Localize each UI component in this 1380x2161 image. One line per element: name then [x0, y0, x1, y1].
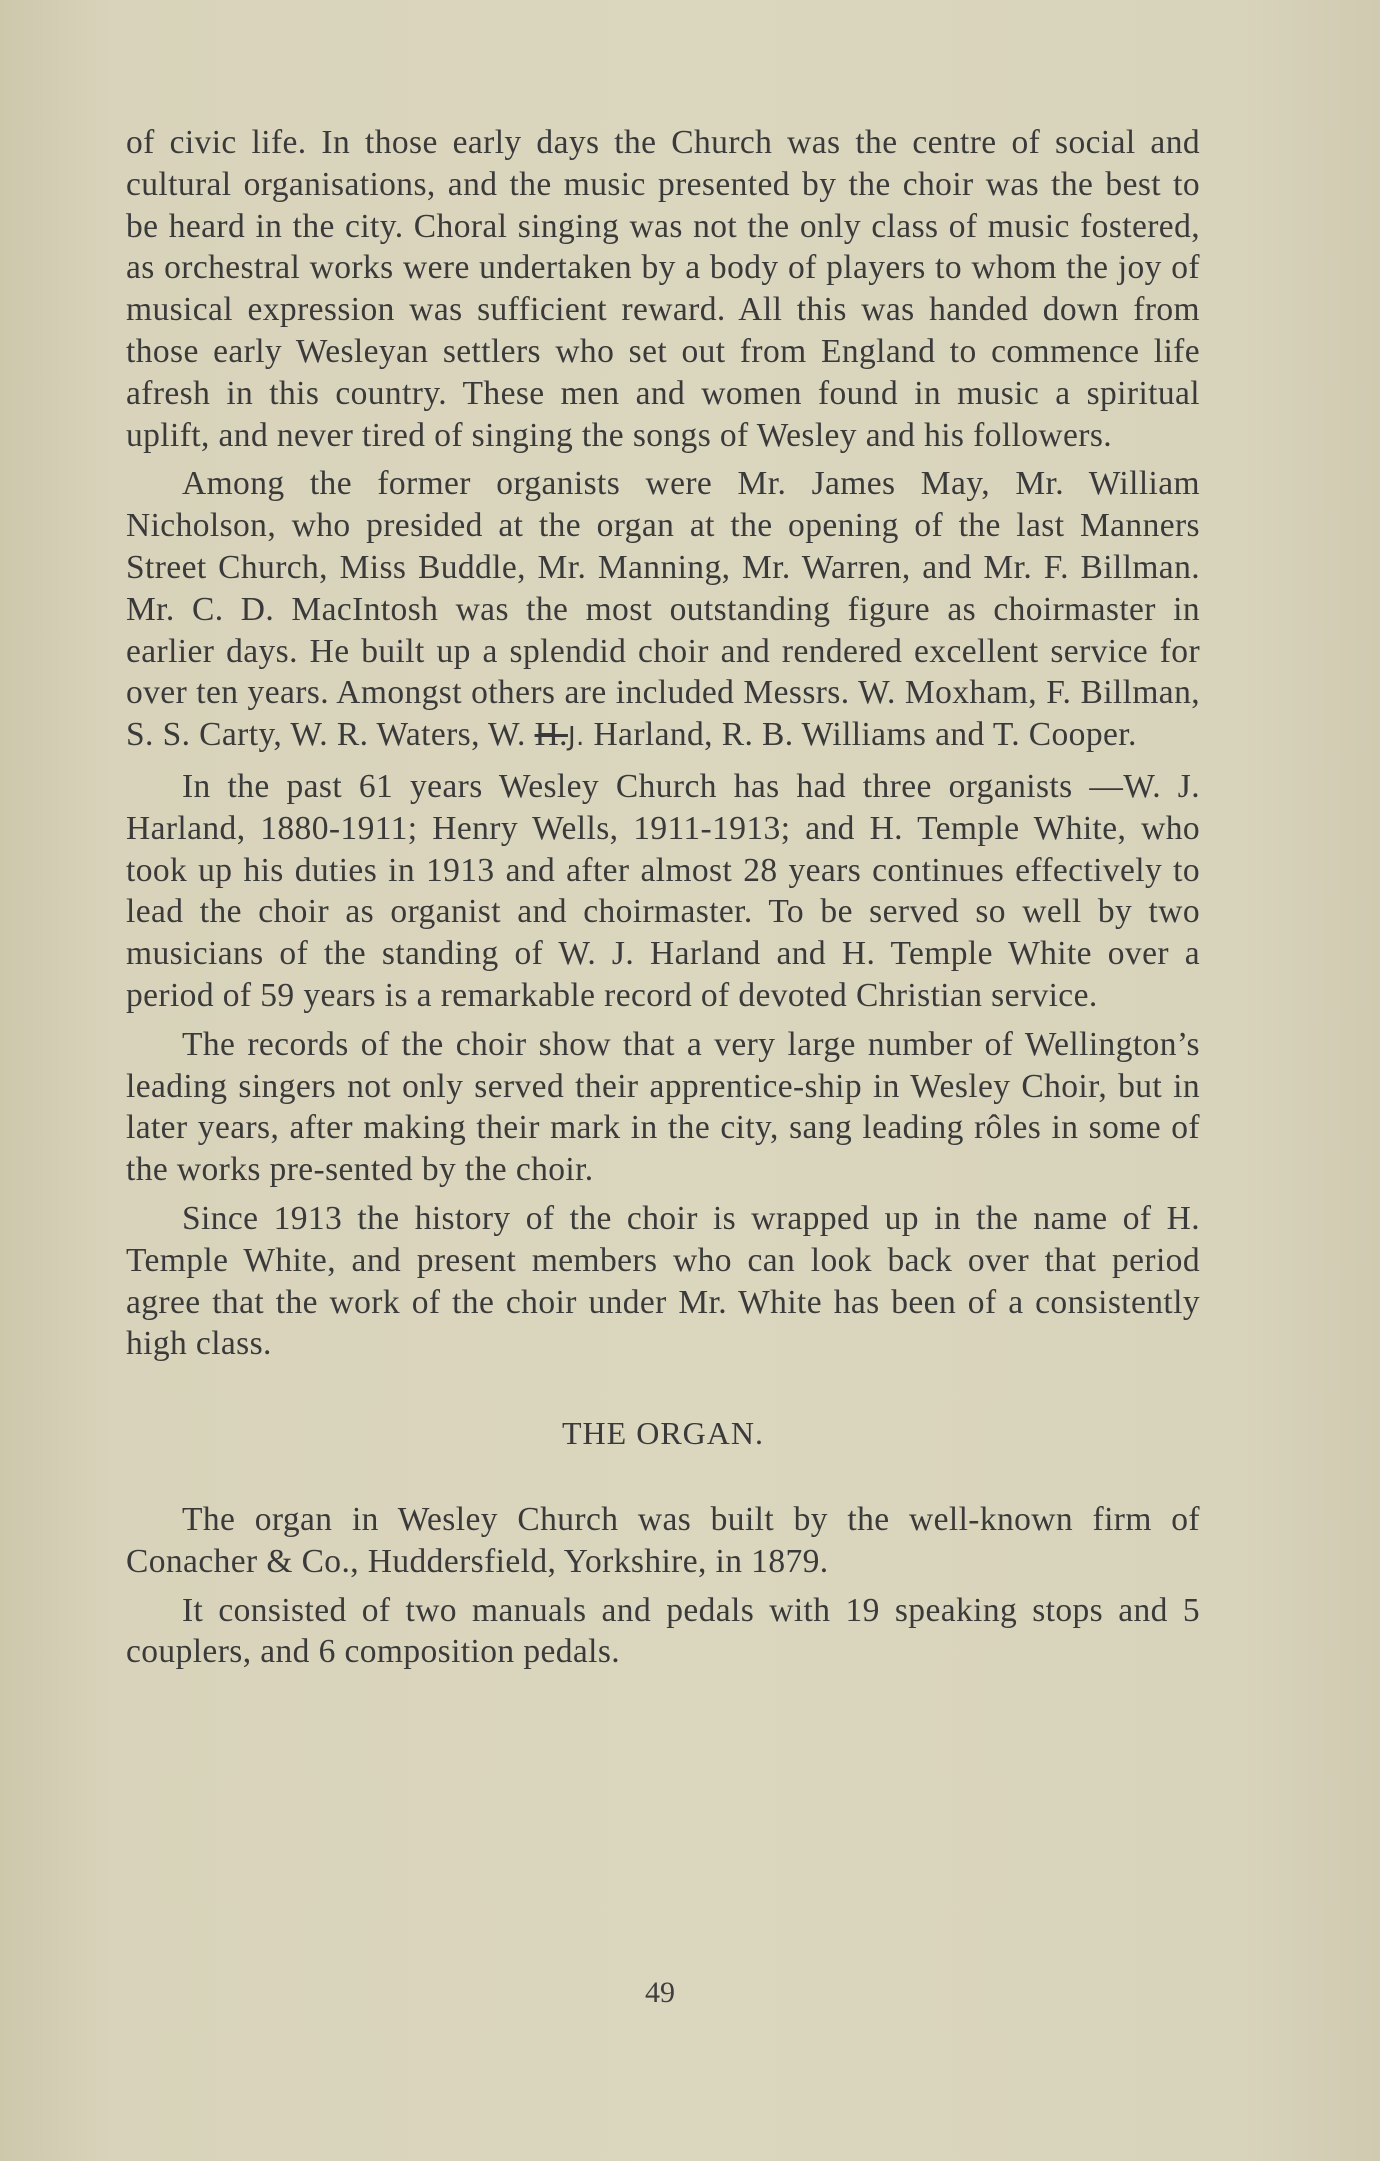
paragraph-since-1913: Since 1913 the history of the choir is wrapped up in the name of H. Temple White, and present members who can look back over that period agree that the work of the choir under Mr. White has been of a consistently high class.: [126, 1199, 1200, 1363]
paragraph-organ-built: The organ in Wesley Church was built by the well-known firm of Conacher & Co., Huddersfield, Yorkshire, in 1879.: [126, 1500, 1200, 1580]
handwritten-correction: J.: [567, 722, 585, 753]
struck-initial: H.: [534, 716, 568, 754]
paragraph-three-organists: In the past 61 years Wesley Church has had three organists —W. J. Harland, 1880-1911; Henry Wells, 1911-1913; and H. Temple White, who took up his duties in 1913 and after almost 28 years continues effectively to lead the choir as organist and choirmaster. To be served so well by two musicians of the standing of W. J. Harland and H. Temple White over a period of 59 years is a remarkable record of devoted Christian service.: [126, 767, 1200, 1014]
body-text: [126, 122, 1200, 1680]
paragraph-former-organists-tail: Harland, R. B. Williams and T. Cooper.: [593, 716, 1137, 754]
paragraph-choir-records: The records of the choir show that a very large number of Wellington’s leading singers not only served their apprentice-ship in Wesley Choir, but in later years, after making their mark in the city, sang leading rôles in some of the works pre-sented by the choir.: [126, 1025, 1200, 1189]
paragraph-organ-manuals: It consisted of two manuals and pedals with 19 speaking stops and 5 couplers, and 6 composition pedals.: [126, 1591, 1200, 1671]
section-heading: THE ORGAN.: [562, 1415, 764, 1452]
paragraph-former-organists-text: Among the former organists were Mr. James May, Mr. William Nicholson, who presided at the organ at the opening of the last Manners Street Church, Miss Buddle, Mr. Manning, Mr. Warren, and Mr. F. Billman. Mr. C. D. MacIntosh was the most outstanding figure as choirmaster in earlier days. He built up a splendid choir and rendered excellent service for over ten years. Amongst others are included Messrs. W. Moxham, F. Billman, S. S. Carty, W. R. Waters, W.: [126, 465, 1200, 754]
paragraph-former-organists: [126, 463, 1200, 759]
page-number: 49: [645, 1976, 675, 2009]
paragraph-civic-life: of civic life. In those early days the Church was the centre of social and cultural organisations, and the music presented by the choir was the best to be heard in the city. Choral singing was not the only class of music fostered, as orchestral works were undertaken by a body of players to whom the joy of musical expression was sufficient reward. All this was handed down from those early Wesleyan settlers who set out from England to commence life afresh in this country. These men and women found in music a spiritual uplift, and never tired of singing the songs of Wesley and his followers.: [126, 124, 1200, 454]
